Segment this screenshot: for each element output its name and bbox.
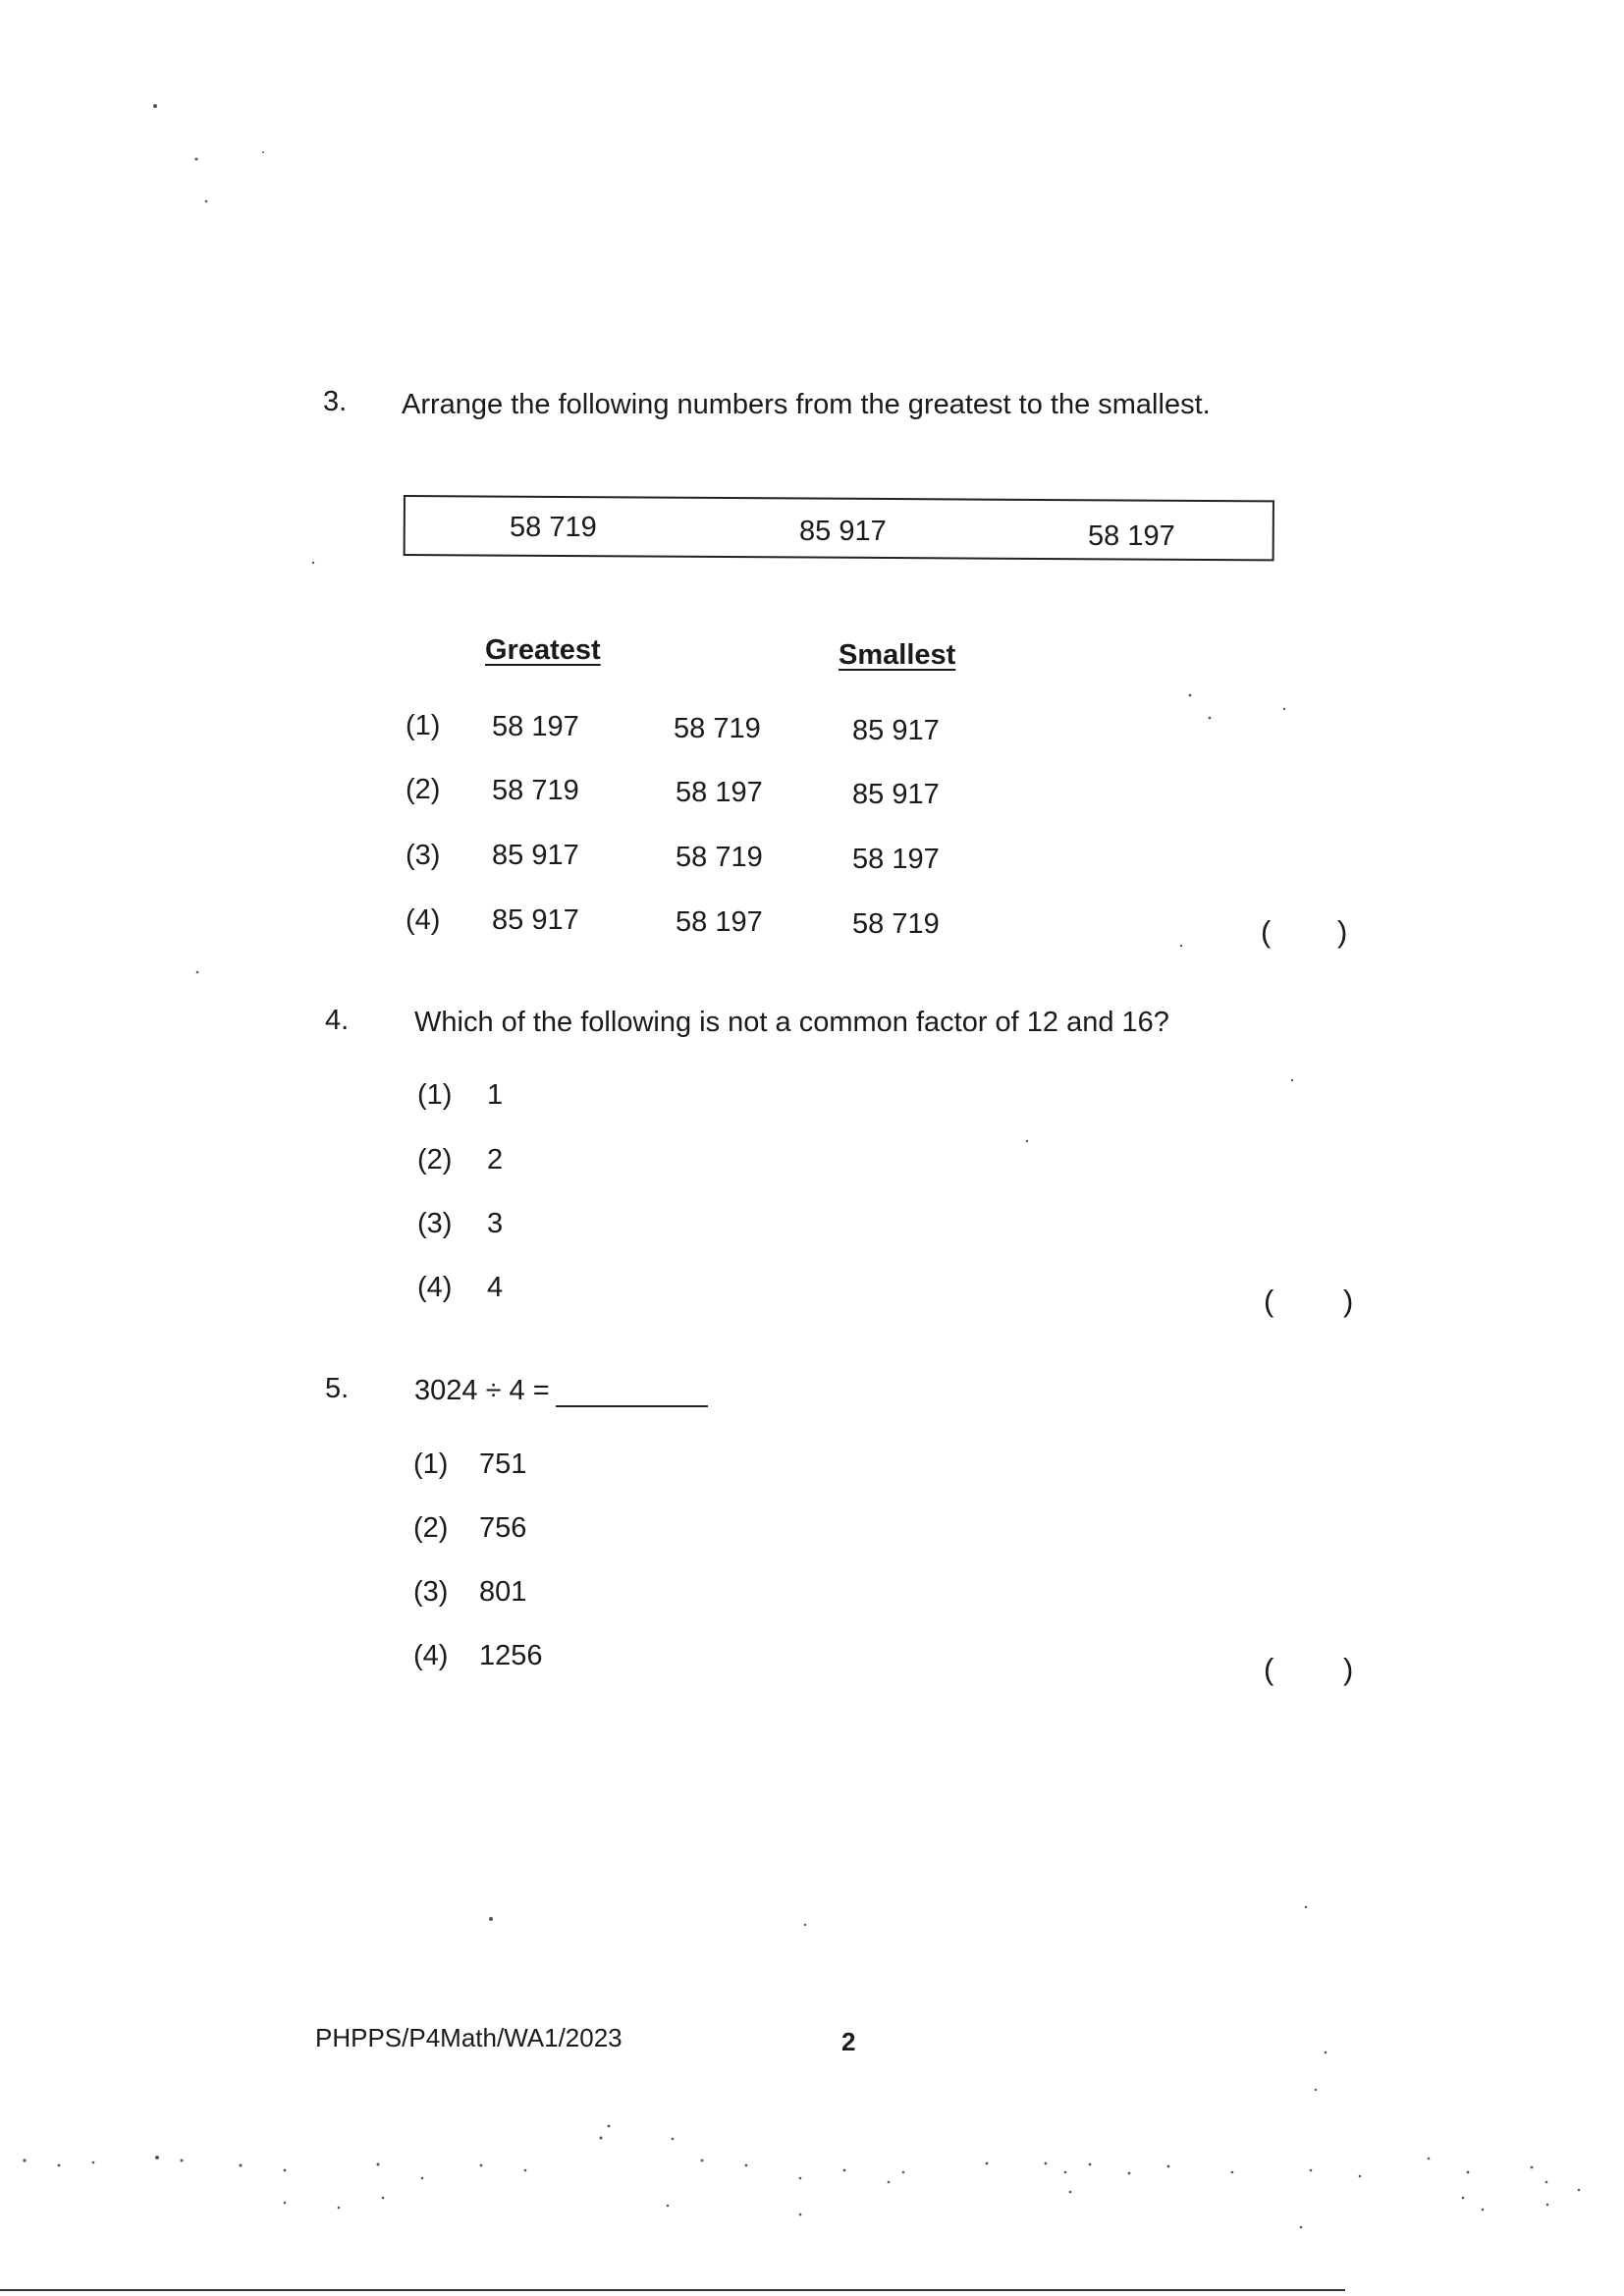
option-label: (2) <box>413 1512 449 1544</box>
option-value: 58 719 <box>674 713 761 744</box>
option-value: 58 197 <box>676 777 763 808</box>
option-value: 85 917 <box>852 779 940 810</box>
option-label: (3) <box>417 1208 453 1239</box>
answer-bracket-open: ( <box>1264 1652 1274 1686</box>
option-value: 85 917 <box>852 715 940 746</box>
option-label: (1) <box>406 710 441 741</box>
question-5-number: 5. <box>325 1373 350 1404</box>
option-value: 58 197 <box>492 711 579 742</box>
option-value: 4 <box>487 1272 504 1303</box>
box-number-1: 58 719 <box>510 512 597 543</box>
option-label: (2) <box>406 774 441 805</box>
answer-bracket-open: ( <box>1261 914 1272 949</box>
option-value: 85 917 <box>492 840 579 871</box>
option-value: 751 <box>479 1449 527 1480</box>
answer-bracket-close: ) <box>1343 1652 1354 1686</box>
header-greatest: Greatest <box>485 634 601 666</box>
option-value: 1256 <box>479 1640 543 1671</box>
question-5-text: 3024 ÷ 4 = <box>414 1375 550 1406</box>
header-smallest: Smallest <box>839 639 956 671</box>
answer-bracket-open: ( <box>1264 1284 1274 1318</box>
option-value: 2 <box>487 1144 504 1175</box>
option-label: (3) <box>406 840 441 871</box>
option-label: (2) <box>417 1144 453 1175</box>
question-4-text: Which of the following is not a common factor of 12 and 16? <box>414 1007 1169 1038</box>
option-label: (1) <box>413 1449 449 1480</box>
option-value: 1 <box>487 1079 504 1111</box>
answer-bracket-close: ) <box>1343 1284 1354 1318</box>
option-value: 58 719 <box>852 908 940 940</box>
option-value: 801 <box>479 1576 527 1608</box>
option-label: (4) <box>417 1272 453 1303</box>
question-3-text: Arrange the following numbers from the greatest to the smallest. <box>402 389 1211 420</box>
question-5-equation <box>414 1375 708 1407</box>
box-number-3: 58 197 <box>1088 520 1175 552</box>
scan-edge-line <box>0 2289 1345 2291</box>
option-label: (1) <box>417 1079 453 1111</box>
box-number-2: 85 917 <box>799 516 887 547</box>
option-value: 58 197 <box>852 844 940 875</box>
option-value: 85 917 <box>492 904 579 936</box>
option-value: 3 <box>487 1208 504 1239</box>
option-value: 58 719 <box>492 775 579 806</box>
question-4-number: 4. <box>325 1005 350 1036</box>
option-label: (4) <box>406 904 441 936</box>
option-value: 58 719 <box>676 842 763 873</box>
answer-bracket-close: ) <box>1337 914 1348 949</box>
footer-paper-code: PHPPS/P4Math/WA1/2023 <box>315 2023 623 2052</box>
question-3-number: 3. <box>323 386 348 417</box>
answer-blank[interactable] <box>556 1376 708 1407</box>
option-label: (3) <box>413 1576 449 1608</box>
option-label: (4) <box>413 1640 449 1671</box>
page-number: 2 <box>841 2027 856 2056</box>
option-value: 58 197 <box>676 906 763 938</box>
option-value: 756 <box>479 1512 527 1544</box>
